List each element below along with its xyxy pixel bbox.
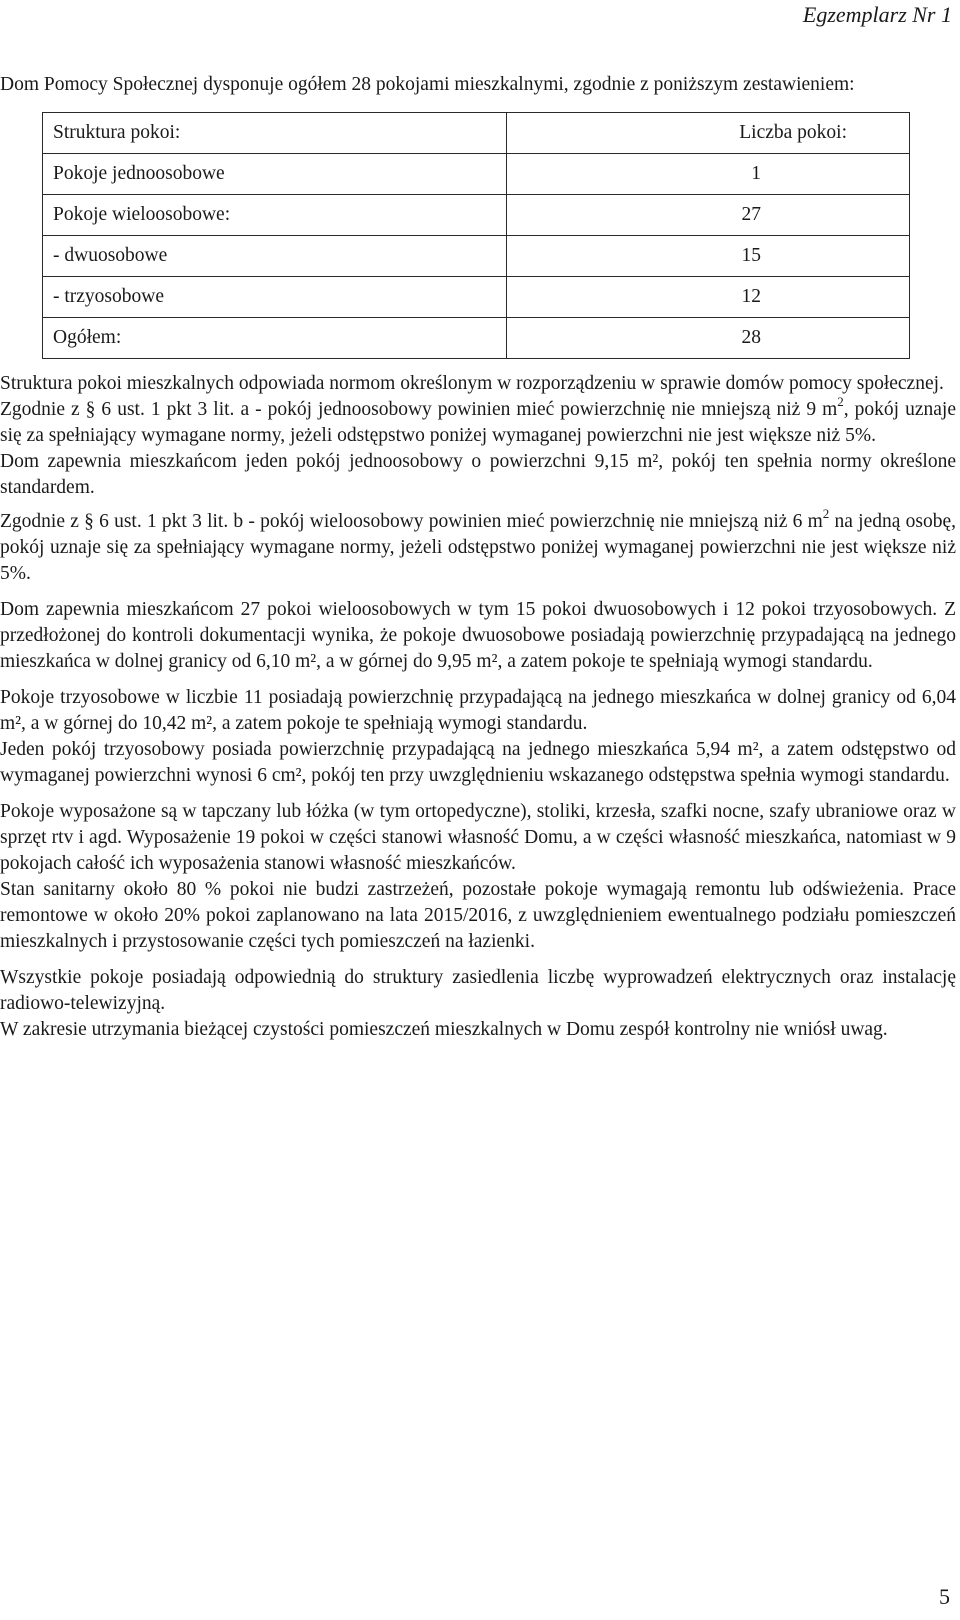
table-cell-value: 27 [507, 195, 910, 236]
table-header-structure: Struktura pokoi: [43, 113, 507, 154]
superscript: 2 [822, 505, 830, 521]
table-row [43, 277, 910, 318]
intro-paragraph: Dom Pomocy Społecznej dysponuje ogółem 28 pokojami mieszkalnymi, zgodnie z poniższym zestawieniem: [0, 74, 855, 95]
paragraph-triple-room-exception: Jeden pokój trzyosobowy posiada powierzchnię przypadającą na jednego mieszkańca 5,94 m², a zatem odstępstwo od wymaganej powierzchni wynosi 6 cm², pokój ten przy uwzględnieniu wskazanego odstępstwa spełnia wymogi standardu. [0, 739, 956, 786]
paragraph-text: Zgodnie z § 6 ust. 1 pkt 3 lit. a - pokój jednoosobowy powinien mieć powierzchnię nie mniejszą niż 9 m [0, 399, 838, 420]
paragraph-text: , pokój uznaje się za spełniający wymagane normy, jeżeli odstępstwo poniżej wymaganej powierzchni nie jest większe niż 5%. [0, 399, 956, 446]
paragraph-single-room-norm [0, 393, 956, 449]
table-row [43, 318, 910, 359]
table-cell-value: 12 [507, 277, 910, 318]
table-row [43, 195, 910, 236]
room-structure-table [42, 112, 910, 359]
table-row [43, 236, 910, 277]
paragraph-multi-room-norm [0, 505, 956, 587]
paragraph-cleanliness: W zakresie utrzymania bieżącej czystości pomieszczeń mieszkalnych w Domu zespół kontrolny nie wniósł uwag. [0, 1019, 888, 1040]
paragraph-standards: Struktura pokoi mieszkalnych odpowiada normom określonym w rozporządzeniu w sprawie domów pomocy społecznej. [0, 373, 944, 394]
table-cell-label: Ogółem: [43, 318, 507, 359]
table-cell-value: 1 [507, 154, 910, 195]
table-cell-value: 15 [507, 236, 910, 277]
paragraph-text: Zgodnie z § 6 ust. 1 pkt 3 lit. b - pokój wieloosobowy powinien mieć powierzchnię nie mniejszą niż 6 m [0, 511, 823, 532]
table-cell-label: Pokoje jednoosobowe [43, 154, 507, 195]
document-body [0, 72, 956, 1043]
paragraph-sanitary: Stan sanitarny około 80 % pokoi nie budzi zastrzeżeń, pozostałe pokoje wymagają remontu lub odświeżenia. Prace remontowe w około 20% pokoi zaplanowano na lata 2015/2016, z uwzględnieniem ewentualnego podziału pomieszczeń mieszkalnych i przystosowanie części tych pomieszczeń na łazienki. [0, 879, 956, 952]
paragraph-furnishing: Pokoje wyposażone są w tapczany lub łóżka (w tym ortopedyczne), stoliki, krzesła, szafki nocne, szafy ubraniowe oraz w sprzęt rtv i agd. Wyposażenie 19 pokoi w części stanowi własność Domu, a w części własność mieszkańca, natomiast w 9 pokojach całość ich wyposażenia stanowi własność mieszkańców. [0, 801, 956, 874]
paragraph-text: na jedną osobę, pokój uznaje się za spełniający wymagane normy, jeżeli odstępstwo poniżej wymaganej powierzchni nie jest większe niż 5%. [0, 511, 956, 584]
table-cell-label: - dwuosobowe [43, 236, 507, 277]
page-number: 5 [939, 1584, 950, 1609]
paragraph-single-room: Dom zapewnia mieszkańcom jeden pokój jednoosobowy o powierzchni 9,15 m², pokój ten spełnia normy określone standardem. [0, 451, 956, 498]
superscript: 2 [837, 393, 844, 409]
copy-number-header: Egzemplarz Nr 1 [802, 2, 952, 27]
paragraph-triple-rooms: Pokoje trzyosobowe w liczbie 11 posiadają powierzchnię przypadającą na jednego mieszkańca w dolnej granicy od 6,04 m², a w górnej do 10,42 m², a zatem pokoje te spełniają wymogi standardu. [0, 687, 956, 734]
paragraph-multi-rooms: Dom zapewnia mieszkańcom 27 pokoi wieloosobowych w tym 15 pokoi dwuosobowych i 12 pokoi trzyosobowych. Z przedłożonej do kontroli dokumentacji wynika, że pokoje dwuosobowe posiadają powierzchnię przypadającą na jednego mieszkańca w dolnej granicy od 6,10 m², a w górnej do 9,95 m², a zatem pokoje te spełniają wymogi standardu. [0, 599, 956, 672]
table-row [43, 154, 910, 195]
paragraph-electrical: Wszystkie pokoje posiadają odpowiednią do struktury zasiedlenia liczbę wyprowadzeń elektrycznych oraz instalację radiowo-telewizyjną. [0, 967, 956, 1014]
table-cell-label: Pokoje wieloosobowe: [43, 195, 507, 236]
table-header-count: Liczba pokoi: [507, 113, 910, 154]
table-cell-value: 28 [507, 318, 910, 359]
table-header-row [43, 113, 910, 154]
table-cell-label: - trzyosobowe [43, 277, 507, 318]
